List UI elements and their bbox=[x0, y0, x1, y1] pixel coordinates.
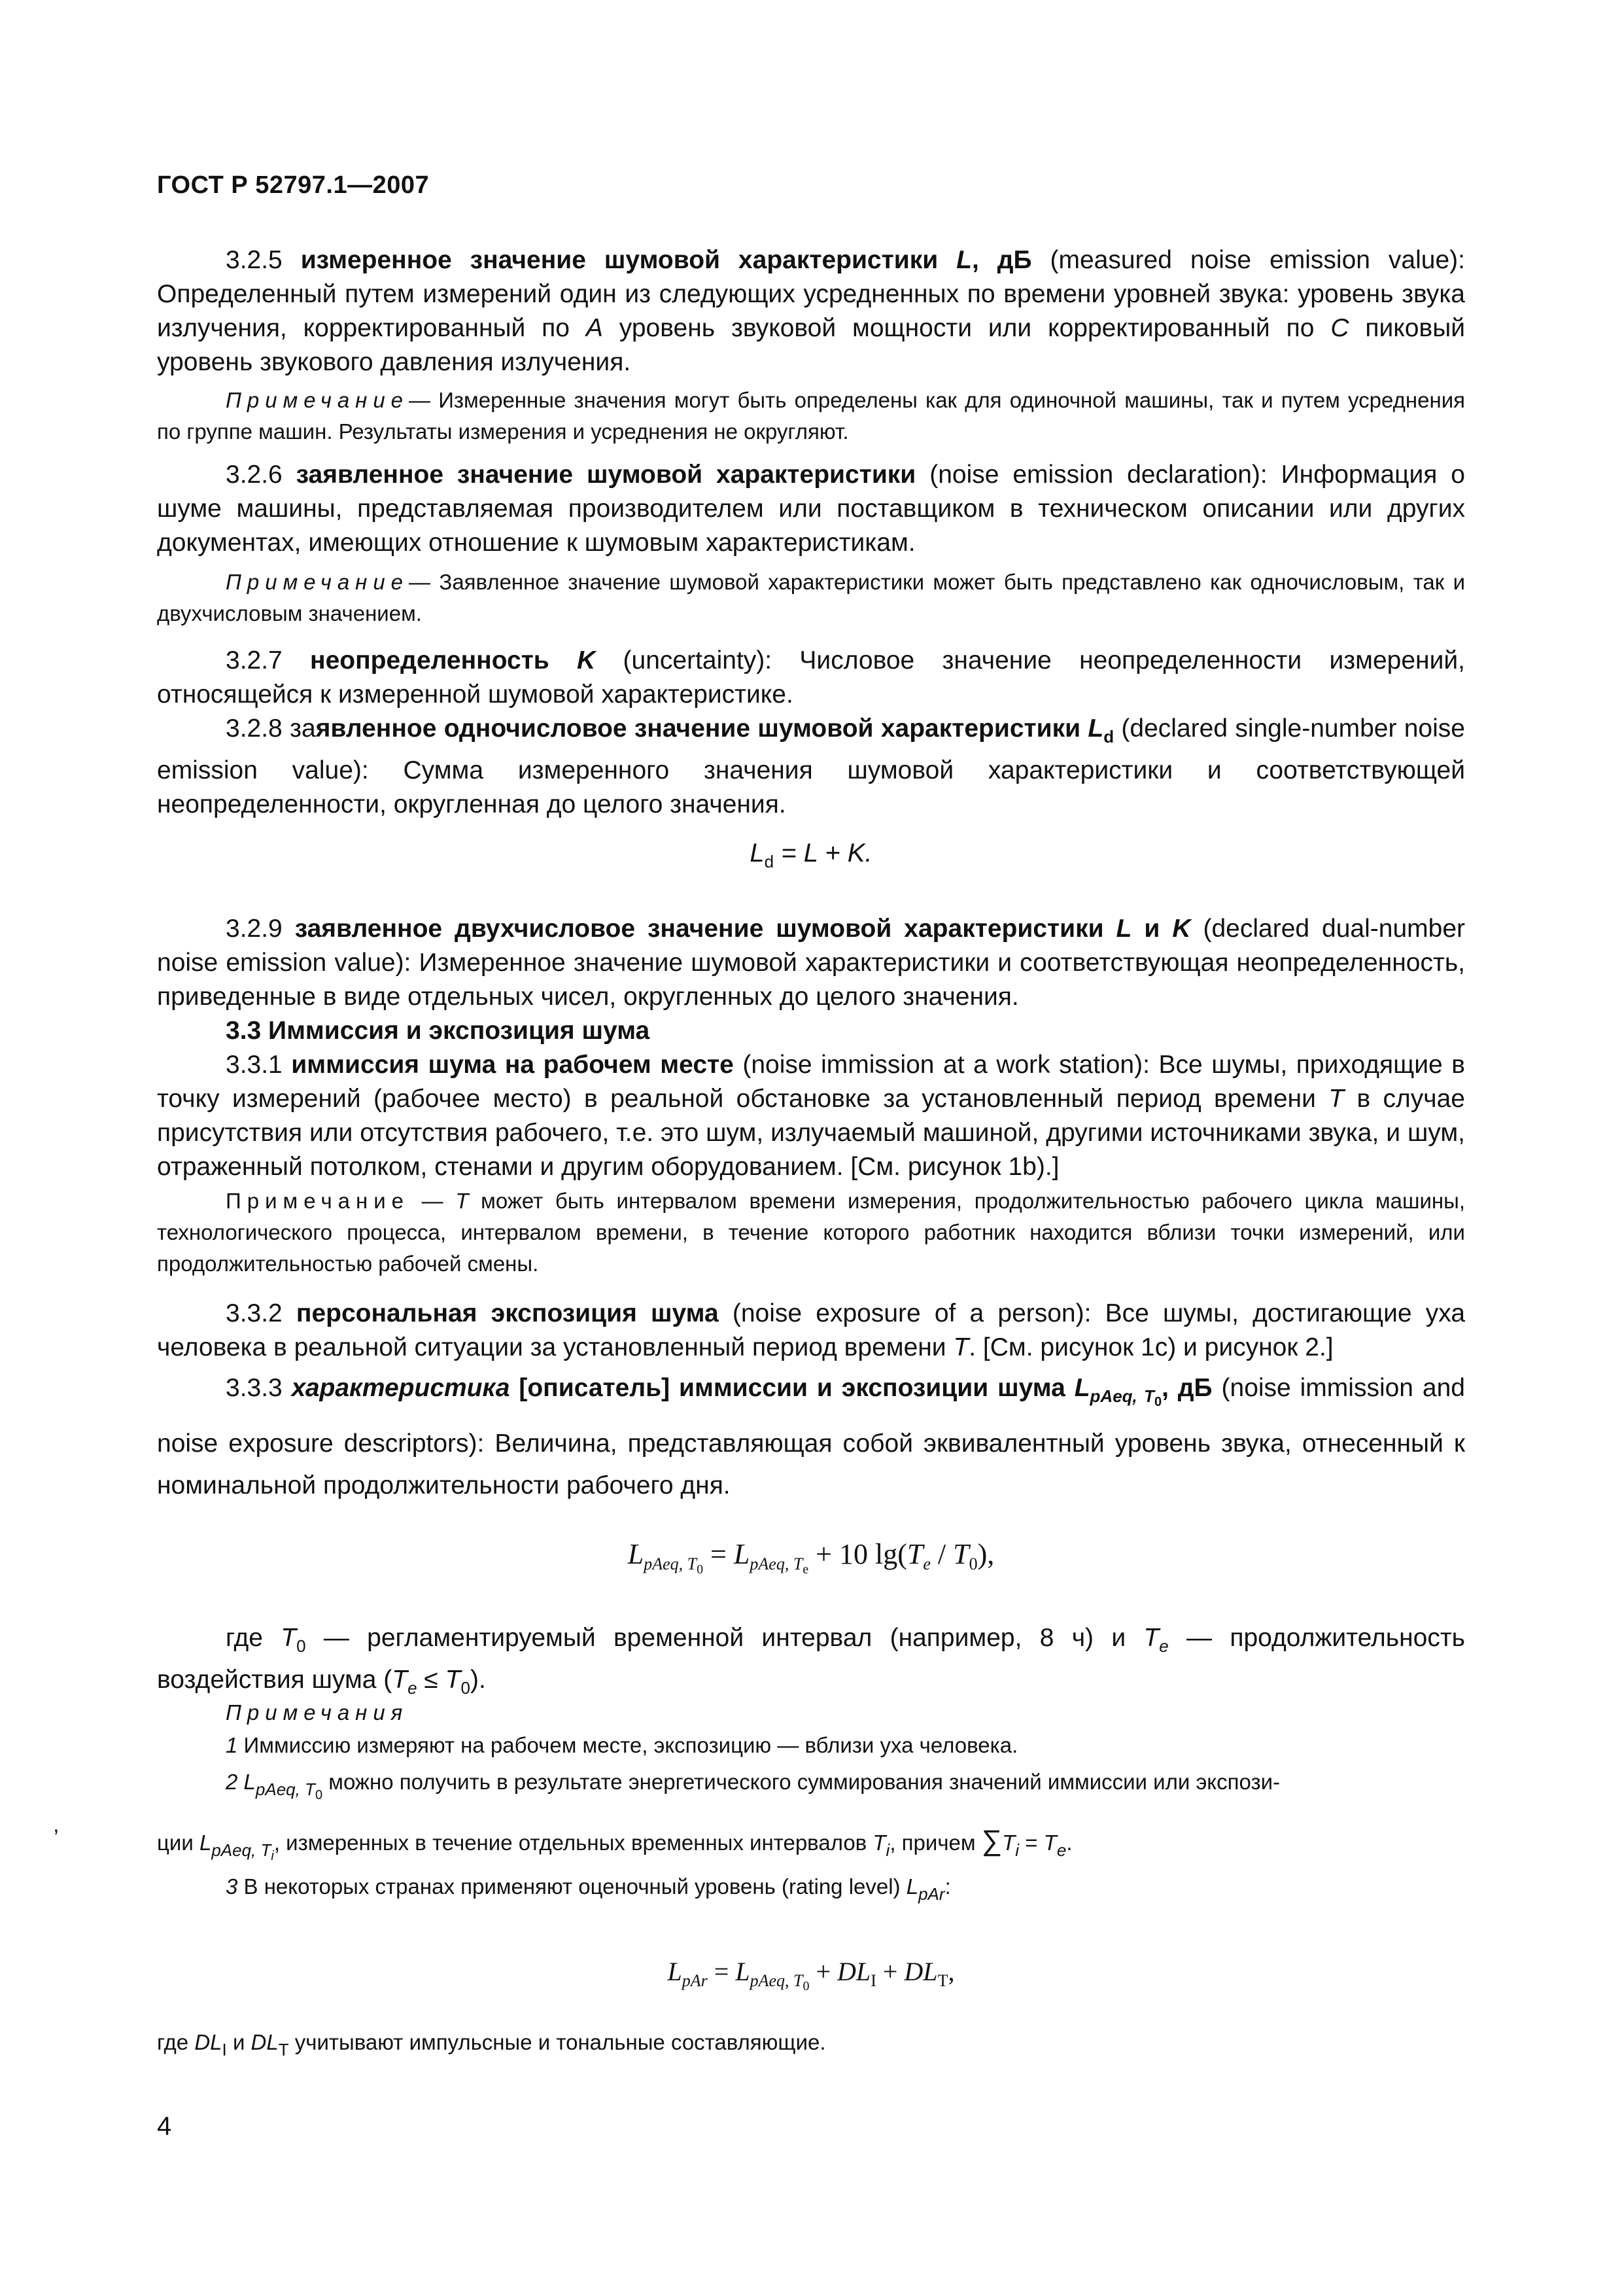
where-t0-te: где $T_0$ — регламентируемый временной интервал (например, 8 ч) и $T_e$ — продолжительность воздействия шума $(T_e \le T_0)$. bbox=[157, 1624, 1465, 1698]
note-label: Примечание bbox=[226, 1189, 410, 1213]
section-heading-3-3: 3.3 Иммиссия и экспозиция шума bbox=[226, 1017, 650, 1045]
clause-term: персональная экспозиция шума bbox=[296, 1299, 719, 1327]
note-text: — Измеренные значения могут быть определены как для одиночной машины, так и путем усреднения по группе машин. Результаты измерения и усреднения не округляют. bbox=[157, 388, 1465, 444]
where-dl: где $DL_I$ и $DL_T$ учитывают импульсные и тональные составляющие. bbox=[157, 2030, 826, 2059]
clause-term: иммиссия шума на рабочем месте bbox=[291, 1051, 734, 1079]
note-3-2-6 bbox=[157, 567, 1465, 629]
page-number: 4 bbox=[157, 2112, 172, 2141]
document-header: ГОСТ Р 52797.1—2007 bbox=[157, 171, 430, 199]
note-label: Примечание bbox=[226, 570, 409, 594]
note-3-2-5 bbox=[157, 385, 1465, 447]
clause-3-3-2: 3.3.2 персональная экспозиция шума (noise exposure of a person): Все шумы, достигающие уха человека в реальной ситуации за установленный период времени T. [См. рисунок 1c) и рисунок 2.] bbox=[157, 1299, 1466, 1361]
clause-term: неопределенность bbox=[310, 646, 549, 674]
note-3: 3 В некоторых странах применяют оценочный уровень (rating level) $L_{pAr}$: bbox=[226, 1874, 951, 1904]
formula-lpar: $L_{pAr} = L_{pAeq, T_0} + DL_I + DL_T$, bbox=[667, 1957, 955, 1993]
clause-symbol: L bbox=[956, 246, 972, 274]
clause-term: заявленное двухчисловое значение шумовой характеристики bbox=[294, 915, 1104, 943]
clause-symbol: K bbox=[577, 646, 596, 674]
note-2-line1: 2 $L_{pAeq, T_0}$ можно получить в результате энергетического суммирования значений иммиссии или экспози- bbox=[226, 1770, 1281, 1802]
notes-block-label: Примечания bbox=[226, 1700, 409, 1725]
note-2-line2: ции $L_{pAeq, T_i}$, измеренных в течение отдельных временных интервалов $T_i$, причем $\sum T_i = T_e$. bbox=[157, 1825, 1073, 1863]
note-text: — Заявленное значение шумовой характеристики может быть представлено как одночисловым, так и двухчисловым значением. bbox=[157, 570, 1465, 625]
note-label: Примечание bbox=[226, 388, 409, 412]
clause-3-3-3: 3.3.3 характеристика [описатель] иммиссии и экспозиции шума $L_{pAeq, T_0}$, дБ (noise immission and noise exposure descriptors): Величина, представляющая собой эквивалентный уровень звука, отнесенный к номинальной продолжительности рабочего дня. bbox=[157, 1374, 1465, 1499]
formula-ld: $L_d = L + K$. bbox=[750, 839, 872, 871]
note-text: может быть интервалом времени измерения, продолжительностью рабочего цикла машины, технологического процесса, интервалом времени, в течение которого работник находится вблизи точки измерений, или продолжительностью рабочей смены. bbox=[157, 1189, 1465, 1276]
clause-term: [описатель] иммиссии и экспозиции шума bbox=[519, 1374, 1065, 1402]
clause-3-2-7: 3.2.7 неопределенность K (uncertainty): Числовое значение неопределенности измерений, относящейся к измеренной шумовой характеристике. bbox=[157, 646, 1465, 709]
stray-mark: ’ bbox=[54, 1825, 59, 1850]
clause-3-2-5: 3.2.5 измеренное значение шумовой характеристики L, дБ (measured noise emission value): Определенный путем измерений один из следующих усредненных по времени уровней звука: уровень звука излучения, корректированный по A уровень звуковой мощности или корректированный по C пиковый уровень звукового давления излучения. bbox=[157, 246, 1466, 376]
clause-term: явленное одночисловое значение шумовой характеристики bbox=[315, 714, 1081, 743]
clause-3-2-8: 3.2.8 заявленное одночисловое значение шумовой характеристики $L_d$ (declared single-number noise emission value): Сумма измеренного значения шумовой характеристики и соответствующей неопределенности, округленная до целого значения. bbox=[157, 714, 1465, 818]
clause-term: заявленное значение шумовой характеристики bbox=[296, 461, 916, 489]
clause-term: измеренное значение шумовой характеристики bbox=[300, 246, 939, 274]
clause-number: 3.2.5 bbox=[226, 246, 283, 274]
formula-lpaeq: $L_{pAeq, T_0} = L_{pAeq, T_e} + 10$ $\lg(T_e / T_0)$, bbox=[627, 1538, 995, 1577]
clause-3-2-9: 3.2.9 заявленное двухчисловое значение шумовой характеристики L и K (declared dual-number noise emission value): Измеренное значение шумовой характеристики и соответствующая неопределенность, приведенные в виде отдельных чисел, округленных до целого значения. bbox=[157, 915, 1466, 1011]
clause-term-italic: характеристика bbox=[291, 1374, 510, 1402]
clause-3-3-1: 3.3.1 иммиссия шума на рабочем месте (noise immission at a work station): Все шумы, приходящие в точку измерений (рабочее место) в реальной обстановке за установленный период времени T в случае присутствия или отсутствия рабочего, т.е. это шум, излучаемый машиной, другими источниками звука, и шум, отраженный потолком, стенами и другим оборудованием. [См. рисунок 1b).] bbox=[157, 1051, 1465, 1181]
note-1: 1 Иммиссию измеряют на рабочем месте, экспозицию — вблизи уха человека. bbox=[226, 1733, 1018, 1757]
note-3-3-1: Примечание — T может быть интервалом времени измерения, продолжительностью рабочего цикла машины, технологического процесса, интервалом времени, в течение которого работник находится вблизи точки измерений, или продолжительностью рабочей смены. bbox=[157, 1189, 1465, 1276]
clause-english: (measured noise emission value): bbox=[1050, 246, 1465, 274]
clause-3-2-6: 3.2.6 заявленное значение шумовой характеристики (noise emission declaration): Информация о шуме машины, представляемая производителем или поставщиком в техническом описании или других документах, имеющих отношение к шумовым характеристикам. bbox=[157, 461, 1465, 557]
clause-unit: , дБ bbox=[971, 246, 1032, 274]
